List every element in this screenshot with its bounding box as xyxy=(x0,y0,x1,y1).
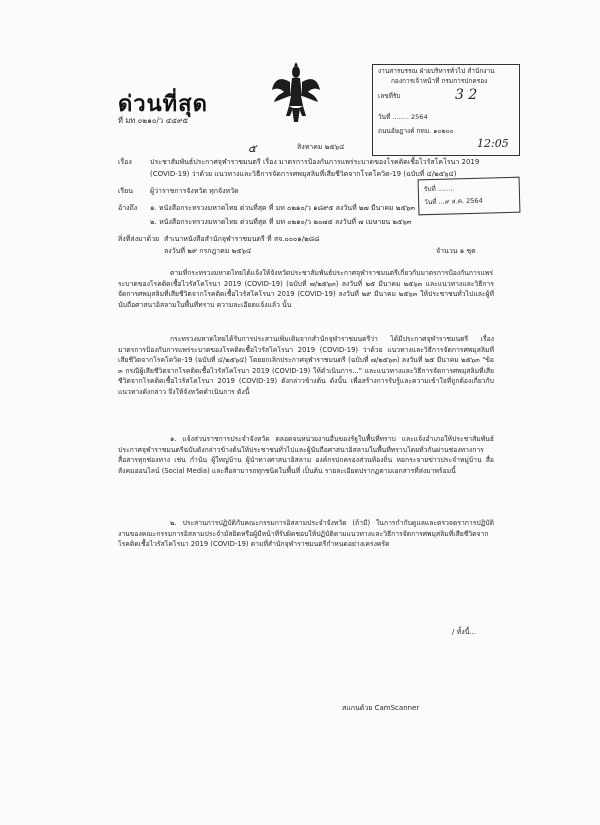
continuation-marker: / ทั้งนี้... xyxy=(452,628,477,636)
stamp-date-line: วันที่ ........ 2564 xyxy=(378,113,428,121)
to-label: เรียน xyxy=(118,187,134,195)
subject-line-1: ประชาสัมพันธ์ประกาศจุฬาราชมนตรี เรื่อง มาตรการป้องกันการแพร่ระบาดของโรคติดเชื้อไวรัสโคโรนา 2019 xyxy=(150,158,480,166)
attachment-line-1: สำเนาหนังสือสำนักจุฬาราชมนตรี ที่ สจ.๐๐๐๑/๒๘๘ xyxy=(164,235,320,243)
body-paragraph-1: ตามที่กระทรวงมหาดไทยได้แจ้งให้จังหวัดประชาสัมพันธ์ประกาศจุฬาราชมนตรีเกี่ยวกับมาตรการป้องกันการแพร่ระบาดของโรคติดเชื้อไวรัสโคโรนา 2019 (COVID-19) (ฉบับที่ ๗/๒๕๖๓) ลงวันที่ ๒๕ มีนาคม ๒๕๖๓ และแนวทางและวิธีการจัดการศพมุสลิมที่เสียชีวิตจากโรคติดเชื้อไวรัสโคโรนา 2019 (COVID-19) ลงวันที่ ๒๙ มีนาคม ๒๕๖๓ ให้ประชาชนทั่วไปและผู้ที่นับถือศาสนาอิสลามในพื้นที่ทราบ ความละเอียดแจ้งแล้ว นั้น xyxy=(118,269,494,309)
reference-item-1: ๑. หนังสือกระทรวงมหาดไทย ด่วนที่สุด ที่ มท ๐๒๑๐/ว ๑๘๙๕ ลงวันที่ ๒๗ มีนาคม ๒๕๖๓ xyxy=(150,204,416,212)
body-paragraph-3: ๑. แจ้งส่วนราชการประจำจังหวัด ตลอดจนหน่วยงานอื่นของรัฐในพื้นที่ทราบ และแจ้งอำเภอให้ประชาสัมพันธ์ประกาศจุฬาราชมนตรีฉบับดังกล่าวข้างต้นให้ประชาชนทั่วไปและผู้นับถือศาสนาอิสลามในพื้นที่ทราบโดยทั่วกันผ่านช่องทางการสื่อสารทุกช่องทาง เช่น กำนัน ผู้ใหญ่บ้าน ผู้นำทางศาสนาอิสลาม องค์กรปกครองส่วนท้องถิ่น หอกระจายข่าวประจำหมู่บ้าน สื่อสังคมออนไลน์ (Social Media) และสื่อสามารถทุกชนิดในพื้นที่ เป็นต้น รายละเอียดปรากฏตามเอกสารที่ส่งมาพร้อมนี้ xyxy=(118,435,494,475)
second-stamp-line-1: รับที่ ........ xyxy=(423,184,455,194)
stamp-line-1: งานสารบรรณ ฝ่ายบริหารทั่วไป สำนักงาน xyxy=(378,67,495,75)
body-paragraph-2: กระทรวงมหาดไทยได้รับการประสานเพิ่มเติมจากสำนักจุฬาราชมนตรีว่า ได้มีประกาศจุฬาราชมนตรี เรื่อง มาตรการป้องกันการแพร่ระบาดของโรคติดเชื้อไวรัสโคโรนา 2019 (COVID-19) ว่าด้วย แนวทางและวิธีการจัดการศพมุสลิมที่เสียชีวิตจากโรคโควิด-19 (ฉบับที่ ๔/๒๕๖๔) โดยยกเลิกประกาศจุฬาราชมนตรี (ฉบับที่ ๗/๒๕๖๓) ลงวันที่ ๒๕ มีนาคม ๒๕๖๓ "ข้อ ๓ กรณีผู้เสียชีวิตจากโรคติดเชื้อไวรัสโคโรนา 2019 (COVID-19) ให้ดำเนินการ..." และแนวทางและวิธีการจัดการศพมุสลิมที่เสียชีวิตจากโรคติดเชื้อไวรัสโคโรนา 2019 (COVID-19) ดังกล่าวข้างต้น ดังนั้น เพื่อสร้างการรับรู้และความเข้าใจที่ถูกต้องเกี่ยวกับแนวทางดังกล่าว จึงให้จังหวัดดำเนินการ ดังนี้ xyxy=(118,335,494,396)
body-paragraph-4: ๒. ประสานการปฏิบัติกับคณะกรรมการอิสลามประจำจังหวัด (ถ้ามี) ในการกำกับดูแลและตรวจตราการปฏิบัติงานของคณะกรรมการอิสลามประจำมัสยิดหรือผู้มีหน้าที่รับผิดชอบให้ปฏิบัติตามแนวทางและวิธีการจัดการศพมุสลิมที่เสียชีวิตจากโรคติดเชื้อไวรัสโคโรนา 2019 (COVID-19) ตามที่สำนักจุฬาราชมนตรีกำหนดอย่างเคร่งครัด xyxy=(118,519,494,548)
document-number: ที่ มท ๐๒๑๐/ว ๔๔๙๕ xyxy=(118,116,189,125)
subject-line-2: (COVID-19) ว่าด้วย แนวทางและวิธีการจัดการศพมุสลิมที่เสียชีวิตจากโรคโควิด-19 (ฉบับที่ ๔/๒๕๖๔) xyxy=(150,170,457,178)
reference-item-2: ๒. หนังสือกระทรวงมหาดไทย ด่วนที่สุด ที่ มท ๐๒๑๐/ว ๒๐๗๕ ลงวันที่ ๗ เมษายน ๒๕๖๓ xyxy=(150,218,412,226)
stamp-time: 12:05 xyxy=(477,137,509,150)
attachment-line-2: ลงวันที่ ๒๙ กรกฎาคม ๒๕๖๔ xyxy=(164,247,252,255)
second-stamp-line-2: วันที่ ...๙ ส.ค. 2564 xyxy=(424,196,483,207)
attachment-label: สิ่งที่ส่งมาด้วย xyxy=(118,235,160,243)
receiving-stamp xyxy=(372,64,520,156)
garuda-emblem xyxy=(270,62,322,126)
stamp-receive-number: 3 2 xyxy=(455,87,478,103)
to-recipient: ผู้ว่าราชการจังหวัด ทุกจังหวัด xyxy=(150,187,239,195)
date-month-year: สิงหาคม ๒๕๖๔ xyxy=(297,143,345,151)
stamp-line-2: กองการเจ้าหน้าที่ กรมการปกครอง xyxy=(391,77,488,85)
stamp-address: ถนนอัษฎางค์ กทม. ๑๐๒๐๐ xyxy=(378,127,454,135)
attachment-count: จำนวน ๑ ชุด xyxy=(436,247,476,255)
reference-label: อ้างถึง xyxy=(118,204,138,212)
date-day: ๕ xyxy=(248,142,257,155)
subject-label: เรื่อง xyxy=(118,158,132,166)
urgent-label: ด่วนที่สุด xyxy=(118,91,208,117)
stamp-receive-label: เลขที่รับ xyxy=(378,92,401,100)
second-stamp xyxy=(418,177,521,216)
scanner-footer: สแกนด้วย CamScanner xyxy=(342,704,420,712)
